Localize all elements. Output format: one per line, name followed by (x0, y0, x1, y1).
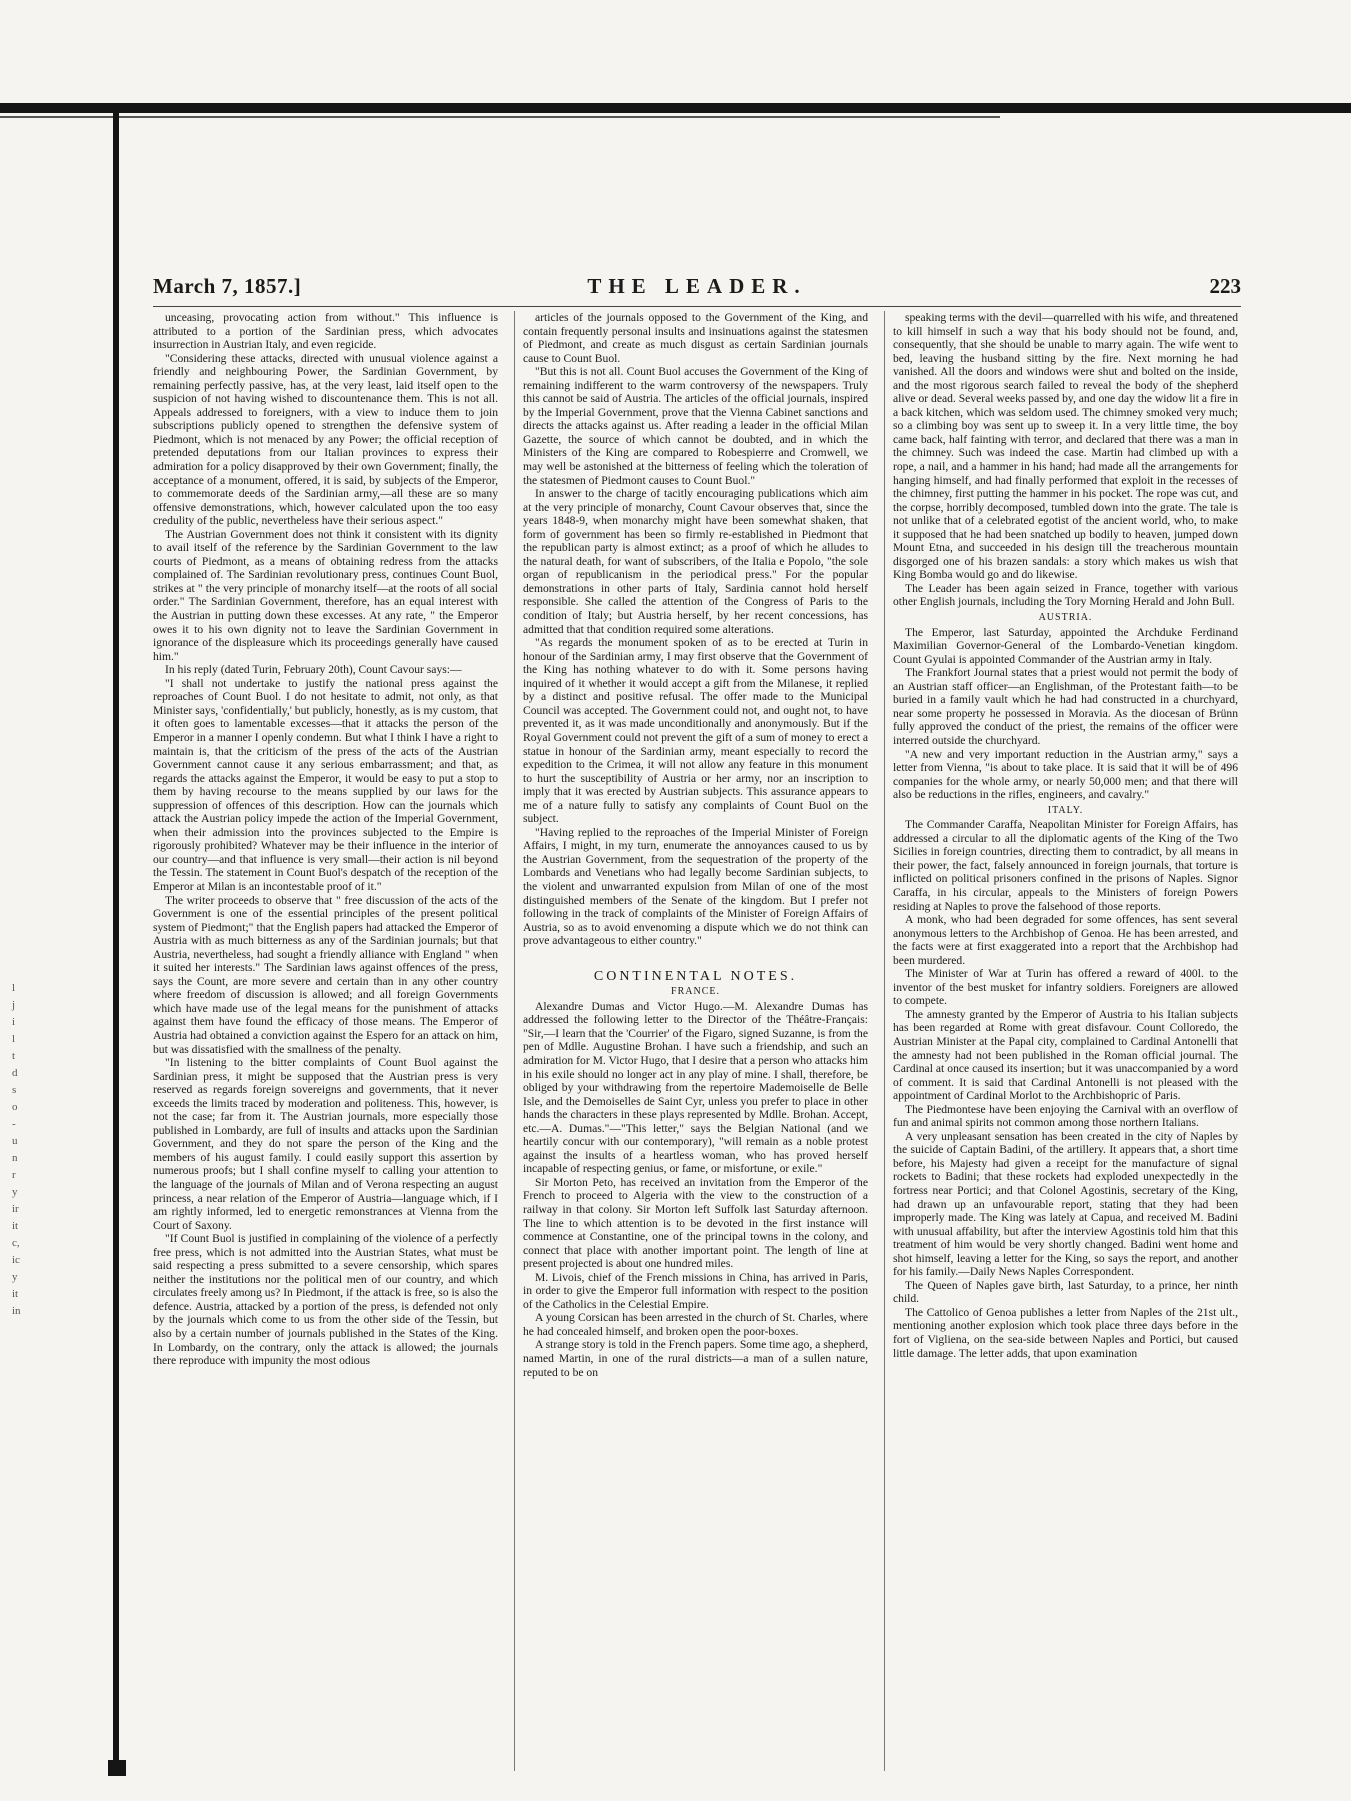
article-paragraph: A very unpleasant sensation has been created in the city of Naples by the suicide of Captain Badini, of the artillery. It appears that, a short time before, his Majesty had given a receipt for the manufacture of signal rockets to Badini; that these rockets had exploded unexpectedly in the fortress near Portici; and that Colonel Agostinis, secretary of the King, had drawn up an unfavourable report, stating that they had been improperly made. The King was lately at Capua, and received M. Badini with unusual affability, but after the interview Agostinis told him that this treatment of him would be very shortly changed. Badini went home and shot himself, leaving a letter for the King, so says the report, and another for his family.—Daily News Naples Correspondent. (893, 1129, 1238, 1279)
margin-mark: i (12, 1016, 16, 1028)
margin-mark: ic (12, 1254, 20, 1266)
article-paragraph: The Commander Caraffa, Neapolitan Minister for Foreign Affairs, has addressed a circular to all the diplomatic agents of the King of the Two Sicilies in foreign countries, directing them to contradict, by all means in their power, the fact, falsely announced in foreign journals, that torture is inflicted on political prisoners confined in the prisons of Naples. Signor Caraffa, in his circular, appeals to the Ministers of foreign Powers residing at Naples to prove the falsehood of those reports. (893, 818, 1238, 913)
section-title-continental-notes: CONTINENTAL NOTES. (593, 968, 798, 984)
margin-mark: r (12, 1169, 16, 1181)
margin-mark: d (12, 1067, 18, 1079)
left-border-rule (113, 103, 119, 1771)
article-paragraph: The Cattolico of Genoa publishes a letter from Naples of the 21st ult., mentioning another explosion which took place three days before in the fort of Vigliena, on the sea-side between Naples and Portici, but caused little damage. The letter adds, that upon examination (893, 1305, 1238, 1360)
article-paragraph: "As regards the monument spoken of as to be erected at Turin in honour of the Sardinian army, I may first observe that the Government of the King has nothing whatever to do with it. Some persons having inquired of it whether it would accept a gift from the Milanese, it replied by a distinct and positive refusal. The offer made to the Municipal Council was accepted. The Government could not, and ought not, to have prevented it, as it was made unconditionally and anonymously. But if the Royal Government could not prevent the gift of a sum of money to erect a statue in honour of the Sardinian army, meant especially to record the expedition to the Crimea, it will not allow any feature in this monument to hurt the susceptibility of Austria or her army, nor an inscription to imply that it was erected by Austrian subjects. This assurance appears to me of a nature fully to satisfy any complaints of Count Buol on the subject. (523, 636, 868, 826)
issue-date: March 7, 1857.] (153, 274, 302, 298)
margin-mark: u (12, 1135, 18, 1147)
article-paragraph: The Piedmontese have been enjoying the Carnival with an overflow of fun and animal spirits not common among those northern Italians. (893, 1102, 1238, 1130)
article-paragraph: "A new and very important reduction in the Austrian army," says a letter from Vienna, "is about to take place. It is said that it will be of 496 companies for the whole army, or nearly 50,000 men; and that there will also be reductions in the rifles, engineers, and cavalry." (893, 747, 1238, 802)
article-paragraph: M. Livois, chief of the French missions in China, has arrived in Paris, in order to give the Emperor full information with respect to the position of the Catholics in the Celestial Empire. (523, 1270, 868, 1311)
margin-mark: it (12, 1288, 19, 1300)
margin-mark: ir (12, 1203, 19, 1215)
subhead-austria: AUSTRIA. (1038, 612, 1093, 624)
article-paragraph: The amnesty granted by the Emperor of Austria to his Italian subjects has been regarded at Rome with great disfavour. Count Colloredo, the Austrian Minister at the Papal city, complained to Cardinal Antonelli that the amnesty had not been published in the Roman official journal. The Cardinal at once caused its insertion; but it was unaccompanied by a word of comment. It is said that Cardinal Antonelli is not pleased with the appointment of Cardinal Morlot to the Archbishopric of Paris. (893, 1007, 1238, 1103)
left-border-foot (108, 1760, 126, 1776)
margin-mark: l (12, 982, 16, 994)
article-paragraph: articles of the journals opposed to the Government of the King, and contain frequently personal insults and insinuations against the statesmen of Piedmont, and create as much disgust as certain Sardinian journals cause to Count Buol. (523, 311, 868, 365)
column-1 (153, 311, 498, 1779)
article-paragraph: "I shall not undertake to justify the national press against the reproaches of Count Buol. I do not hesitate to admit, not only, as that Minister says, 'confidentially,' but publicly, honestly, as is my custom, that it often goes to lamentable excesses—that it attacks the person of the Emperor in a manner I openly condemn. But what I think I have a right to maintain is, that the criticism of the press of the acts of the Austrian Government cannot cause it any serious embarrassment; and that, as regards the attacks against the Emperor, it would be easy to put a stop to them by having recourse to the means supplied by our laws for the suppression of offences of this description. How can the journals which attack the Austrian policy impede the action of the Imperial Government, when their admission into the provinces subjected to the Empire is rigorously prohibited? Whatever may be their influence in the interior of our country—and that influence is very small—their action is nil beyond the Tessin. The statement in Count Buol's despatch of the reception of the Emperor at Milan is an incontestable proof of it." (153, 676, 498, 893)
subhead-italy: ITALY. (1047, 804, 1084, 816)
article-paragraph: The Leader has been again seized in France, together with various other English journals, including the Tory Morning Herald and John Bull. (893, 581, 1238, 609)
article-paragraph: "Considering these attacks, directed with unusual violence against a friendly and neighbouring Power, the Sardinian Government, by remaining perfectly passive, has, at the very least, laid itself open to the suspicion of not having wished to discountenance them. This is not all. Appeals addressed to foreigners, with a view to induce them to join subscriptions publicly opened to strengthen the defensive system of Piedmont, which is not menaced by any Power; the official reception of pretended deputations from our Italian provinces to express their admiration for a policy disapproved by their own Government; finally, the acceptance of a monument, offered, it is said, by subjects of the Emperor, to commemorate deeds of the Sardinian army,—all these are so many offensive demonstrations, which, however calculated upon the too easy credulity of the public, nevertheless have their serious aspect." (153, 351, 498, 528)
article-paragraph: A monk, who had been degraded for some offences, has sent several anonymous letters to the Archbishop of Genoa. He has been arrested, and the facts were at first exaggerated into a report that the Archbishop had been murdered. (893, 913, 1238, 967)
margin-mark: j (12, 999, 16, 1011)
margin-mark: y (12, 1271, 18, 1283)
page-number: 223 (1209, 274, 1241, 298)
subhead-france: FRANCE. (671, 986, 720, 998)
margin-mark: in (12, 1305, 21, 1317)
article-paragraph: The Minister of War at Turin has offered a reward of 400l. to the inventor of the best musket for infantry soldiers. Foreigners are allowed to compete. (893, 967, 1238, 1008)
masthead-title: THE LEADER. (587, 274, 807, 298)
margin-mark: n (12, 1152, 18, 1164)
top-border-rule (0, 103, 1351, 113)
article-paragraph: A strange story is told in the French papers. Some time ago, a shepherd, named Martin, in one of the rural districts—a man of a sullen nature, reputed to be on (523, 1338, 868, 1379)
article-paragraph: "But this is not all. Count Buol accuses the Government of the King of remaining indifferent to the warm controversy of the newspapers. Truly this cannot be said of Austria. The articles of the official journals, inspired by the Imperial Government, prove that the Vienna Cabinet sanctions and directs the attacks against us. After reading a leader in the official Milan Gazette, the source of which cannot be doubted, and in which the Ministers of the King are compared to Robespierre and Cromwell, we may well be astonished at the bitterness of feeling which the toleration of the statesmen of Piedmont causes to Count Buol." (523, 365, 868, 487)
margin-mark: it (12, 1220, 19, 1232)
margin-mark: c, (12, 1237, 20, 1249)
article-paragraph: Alexandre Dumas and Victor Hugo.—M. Alexandre Dumas has addressed the following letter to the Director of the Théâtre-Français: "Sir,—I learn that the 'Courrier' of the Figaro, signed Suzanne, is from the pen of Mdlle. Augustine Brohan. I have such a friendship, and such an admiration for M. Victor Hugo, that I desire that a person who attacks him in his exile should no longer act in any play of mine. I shall, therefore, be obliged by your withdrawing from the repertoire Mademoiselle de Belle Isle, and the Demoiselles de Saint Cyr, unless you prefer to place in other hands the characters in these plays represented by Mdlle. Brohan. Accept, etc.—A. Dumas."—"This letter," says the Belgian National (and we heartily concur with our contemporary), "will remain as a noble protest against the insults of a heartless woman, who has proved herself incapable of respecting genius, or fame, or misfortune, or exile." (523, 999, 868, 1176)
article-paragraph: In answer to the charge of tacitly encouraging publications which aim at the very principle of monarchy, Count Cavour observes that, since the years 1848-9, when monarchy might have been somewhat shaken, that form of government has been so firmly re-established in Piedmont that the republican party is almost extinct; as a proof of which he alludes to the natural death, for want of subscribers, of the Italia e Popolo, "the sole organ of republicanism in the periodical press." For the popular demonstrations in other parts of Italy, Sardinia cannot hold herself responsible. She called the attention of the Congress of Paris to the condition of Italy; but Austria herself, by her recent concessions, has admitted that that condition required some alterations. (523, 487, 868, 636)
article-paragraph: speaking terms with the devil—quarrelled with his wife, and threatened to kill himself in such a way that his body should not be found, and, consequently, that she should be unable to marry again. The wife went to bed, leaving the husband sitting by the fire. Next morning he had vanished. All the doors and windows were shut and bolted on the inside, and the most rigorous search failed to reveal the body of the shepherd alive or dead. Several weeks passed by, and one day the widow lit a fire in a back kitchen, which was seldom used. The chimney smoked very much; so a climbing boy was sent up to sweep it. In a very little time, the boy came back, half fainting with terror, and declared that there was a man in the chimney. Such was indeed the case. Martin had climbed up with a rope, a nail, and a hammer in his hand; had made all the arrangements for hanging himself, and had finally performed that exploit in the recesses of the chimney, first putting the hammer in his pocket. The rope was cut, and the corpse, horribly decomposed, tumbled down into the grate. The tale is not unlike that of a celebrated egotist of the ancient world, who, to make it supposed that he had been snatched up bodily to heaven, jumped down Mount Etna, and succeeded in his design till the treacherous mountain disgorged one of his brazen sandals: a story which makes us wish that King Bomba would go and do likewise. (893, 311, 1238, 582)
margin-mark: t (12, 1050, 16, 1062)
article-paragraph: The Frankfort Journal states that a priest would not permit the body of an Austrian staff officer—an Englishman, of the Protestant faith—to be buried in a family vault which he had had constructed in a churchyard, near some property he possessed in Moravia. As the diocesan of Brünn fully approved the conduct of the priest, the remains of the officer were interred outside the churchyard. (893, 666, 1238, 747)
article-paragraph: "If Count Buol is justified in complaining of the violence of a perfectly free press, which is not admitted into the Austrian States, what must be said respecting a press submitted to a severe censorship, which spares neither the institutions nor the political men of our country, and which circulates freely among us? In Piedmont, if the attack is free, so is also the defence. Austria, attacked by a portion of the press, is defended not only by the journals which come to us from the other side of the Tessin, but also by a certain number of journals published in the States of the King. In Lombardy, on the contrary, only the attack is allowed; the journals there reproduce with impunity the most odious (153, 1232, 498, 1368)
article-paragraph: The writer proceeds to observe that " free discussion of the acts of the Government is one of the essential principles of the present political system of Piedmont;" that the English papers had attacked the Emperor of Austria with as much bitterness as any of the Sardinian journals; but that Austria, nevertheless, had sought a friendly alliance with England " when it suited her interests." The Sardinian laws against offences of the press, says the Count, are more severe and certain than in any other country where freedom of discussion is allowed; and all foreign Governments which have made use of the legal means for the punishment of attacks against them have found the efficacy of those means. The Emperor of Austria had obtained a conviction against the Espero for an attack on him, but was dissatisfied with the smallness of the penalty. (153, 893, 498, 1056)
top-border-thin-rule (0, 116, 1000, 118)
article-paragraph: The Emperor, last Saturday, appointed the Archduke Ferdinand Maximilian Governor-General of the Lombardo-Venetian kingdom. Count Gyulai is appointed Commander of the Austrian army in Italy. (893, 625, 1238, 666)
column-separator (514, 311, 515, 1771)
margin-mark: y (12, 1186, 18, 1198)
article-paragraph: In his reply (dated Turin, February 20th), Count Cavour says:— (165, 663, 462, 677)
article-paragraph: unceasing, provocating action from without." This influence is attributed to a portion of the Sardinian press, which advocates insurrection in Austrian Italy, and even regicide. (153, 311, 498, 352)
article-paragraph: Sir Morton Peto, has received an invitation from the Emperor of the French to proceed to Algeria with the view to the construction of a railway in that colony. Sir Morton left Suffolk last Saturday afternoon. The line to which attention is to be devoted in the first instance will commence at Constantine, one of the principal towns in the colony, and connect that place with another important point. The length of line at present projected is about one hundred miles. (523, 1175, 868, 1271)
margin-mark: s (12, 1084, 17, 1096)
article-paragraph: The Austrian Government does not think it consistent with its dignity to avail itself of the reference by the Sardinian Government to the law courts of Piedmont, as a means of obtaining redress from the attacks complained of. The Sardinian revolutionary press, continues Count Buol, strikes at " the very principle of monarchy itself—at the roots of all social order." The Sardinian Government, therefore, has an equal interest with the Austrian in putting down these excesses. At any rate, " the Emperor owes it to his own dignity not to leave the Sardinian Government in ignorance of the displeasure which its proceedings generally have caused him." (153, 527, 498, 663)
margin-mark: - (12, 1118, 16, 1130)
margin-mark: o (12, 1101, 18, 1113)
column-separator (884, 311, 885, 1771)
page-header (153, 274, 1241, 308)
article-paragraph: "Having replied to the reproaches of the Imperial Minister of Foreign Affairs, I might, in my turn, enumerate the annoyances caused to us by the Austrian Government, from the sequestration of the property of the Lombards and Venetians who had legally become Sardinian subjects, to the violent and unwarranted expulsion from Milan of one of the most distinguished members of the Senate of the kingdom. But I prefer not following in the track of complaints of the Minister of Foreign Affairs of Austria, so as to avoid envenoming a dispute which we do not think can prove advantageous to either country." (523, 825, 868, 948)
article-paragraph: "In listening to the bitter complaints of Count Buol against the Sardinian press, it might be supposed that the Austrian press is very reserved as regards foreign sovereigns and governments, that it never exceeds the limits traced by moderation and politeness. This, however, is not the case; far from it. The Austrian journals, more especially those published in Lombardy, are full of insults and attacks upon the Sardinian Government, and they do not spare the person of the King and the members of his august family. I could easily support this assertion by numerous proofs; but I shall confine myself to calling your attention to the language of the journals of Milan and of Verona respecting an august princess, a near relation of the Emperor of Austria—language which, if I am rightly informed, led to energetic remonstrances at Vienna from the Court of Saxony. (153, 1056, 498, 1232)
column-2 (523, 311, 868, 1779)
article-paragraph: A young Corsican has been arrested in the church of St. Charles, where he had concealed himself, and broken open the poor-boxes. (523, 1311, 868, 1338)
margin-mark: l (12, 1033, 16, 1045)
margin-marks (12, 980, 32, 1320)
article-paragraph: The Queen of Naples gave birth, last Saturday, to a prince, her ninth child. (893, 1278, 1238, 1306)
column-3 (893, 311, 1238, 1779)
header-rule (153, 306, 1241, 307)
